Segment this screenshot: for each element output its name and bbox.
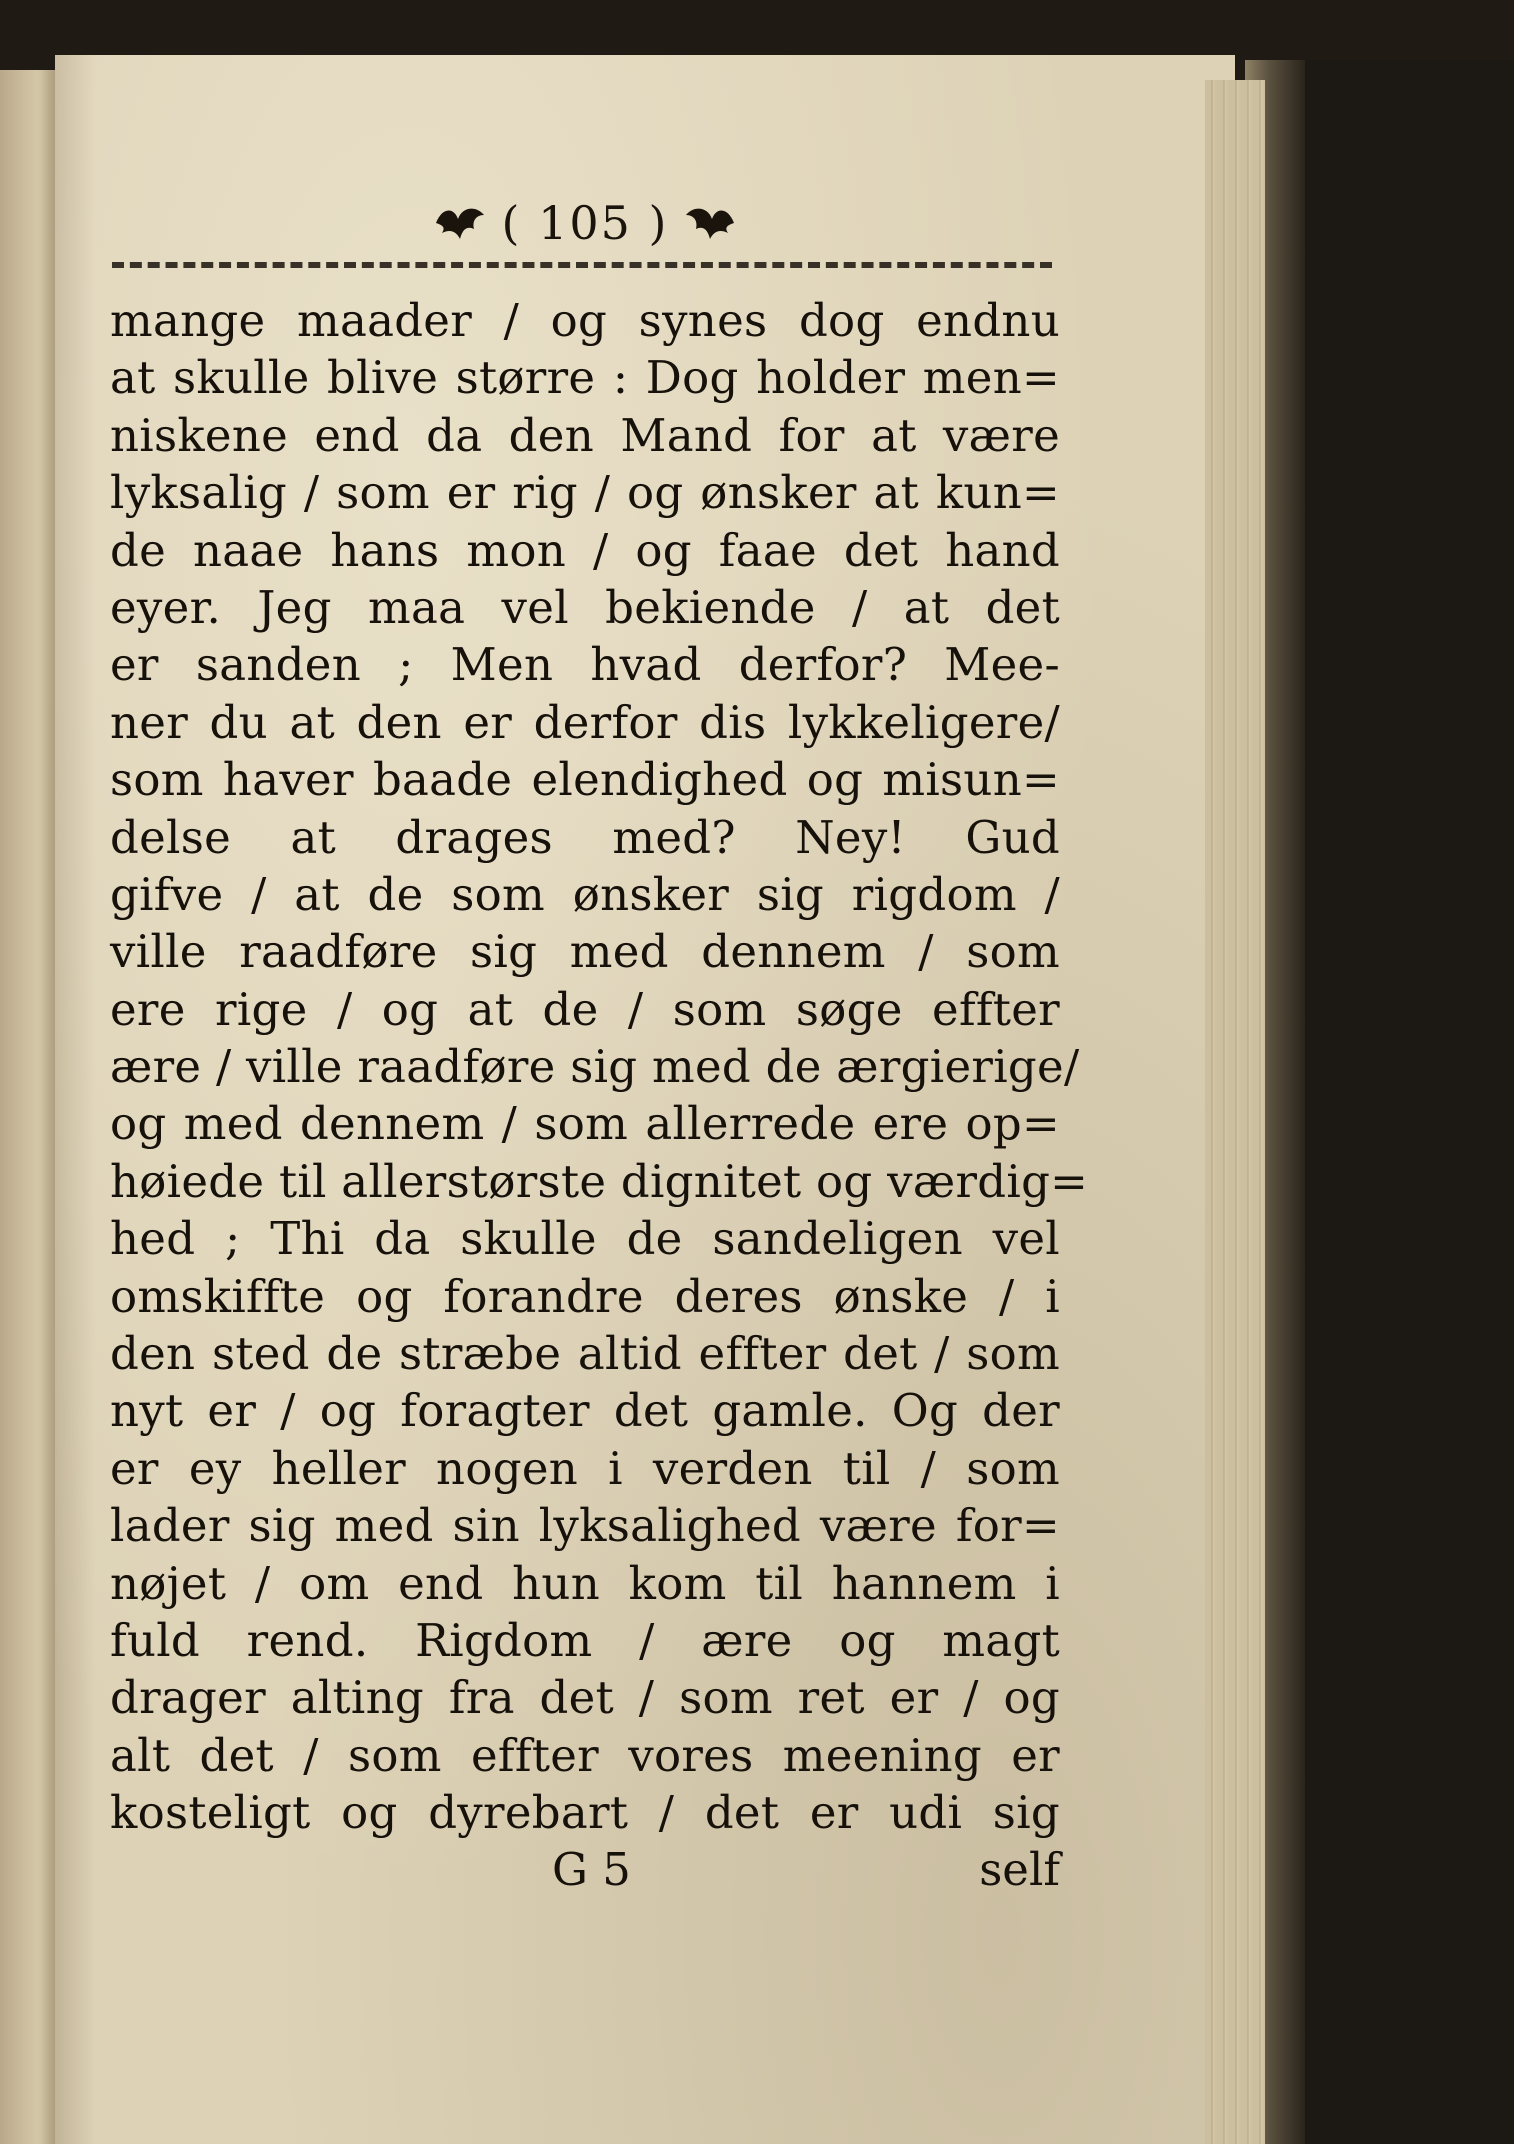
text-line: fuld rend. Rigdom / ære og magt bbox=[110, 1613, 1060, 1667]
page-footer bbox=[110, 1840, 1060, 1900]
text-line: hed ; Thi da skulle de sandeligen vel bbox=[110, 1212, 1060, 1266]
text-line: de naae hans mon / og faae det hand bbox=[110, 523, 1060, 577]
page-edges bbox=[1205, 80, 1265, 2144]
page-number: ( 105 ) bbox=[501, 196, 669, 250]
text-line: som haver baade elendighed og misun= bbox=[110, 753, 1060, 807]
text-line: delse at drages med? Ney! Gud bbox=[110, 810, 1060, 864]
text-line: ære / ville raadføre sig med de ærgierige/ bbox=[110, 1040, 1080, 1094]
text-line: niskene end da den Mand for at være bbox=[110, 408, 1060, 462]
text-line: nyt er / og foragter det gamle. Og der bbox=[110, 1384, 1060, 1438]
text-line: at skulle blive større : Dog holder men= bbox=[110, 351, 1060, 405]
body-text bbox=[110, 292, 1089, 1842]
text-line: drager alting fra det / som ret er / og bbox=[110, 1671, 1060, 1725]
text-line: omskiffte og forandre deres ønske / i bbox=[110, 1269, 1060, 1323]
text-line: alt det / som effter vores meening er bbox=[110, 1728, 1060, 1782]
header-rule bbox=[112, 262, 1052, 268]
text-line: mange maader / og synes dog endnu bbox=[110, 294, 1060, 347]
text-line: ere rige / og at de / som søge effter bbox=[110, 982, 1060, 1036]
text-line: ville raadføre sig med dennem / som bbox=[110, 925, 1060, 979]
text-line: gifve / at de som ønsker sig rigdom / bbox=[110, 867, 1060, 921]
text-line: er sanden ; Men hvad derfor? Mee- bbox=[110, 638, 1060, 692]
running-header bbox=[385, 188, 785, 258]
text-line: lyksalig / som er rig / og ønsker at kun= bbox=[110, 466, 1060, 520]
text-line: er ey heller nogen i verden til / som bbox=[110, 1441, 1060, 1495]
text-line: lader sig med sin lyksalighed være for= bbox=[110, 1499, 1060, 1553]
text-line: ner du at den er derfor dis lykkeligere/ bbox=[110, 695, 1060, 749]
right-ornament-icon bbox=[682, 201, 738, 245]
signature-mark: G 5 bbox=[552, 1843, 631, 1896]
catchword: self bbox=[979, 1843, 1060, 1896]
text-line: nøjet / om end hun kom til hannem i bbox=[110, 1556, 1060, 1610]
text-line: høiede til allerstørste dignitet og værdig= bbox=[110, 1154, 1089, 1208]
text-line: eyer. Jeg maa vel bekiende / at det bbox=[110, 580, 1060, 634]
text-line: kosteligt og dyrebart / det er udi sig bbox=[110, 1786, 1060, 1840]
left-ornament-icon bbox=[432, 201, 488, 245]
text-line: og med dennem / som allerrede ere op= bbox=[110, 1097, 1060, 1151]
text-line: den sted de stræbe altid effter det / som bbox=[110, 1327, 1060, 1381]
